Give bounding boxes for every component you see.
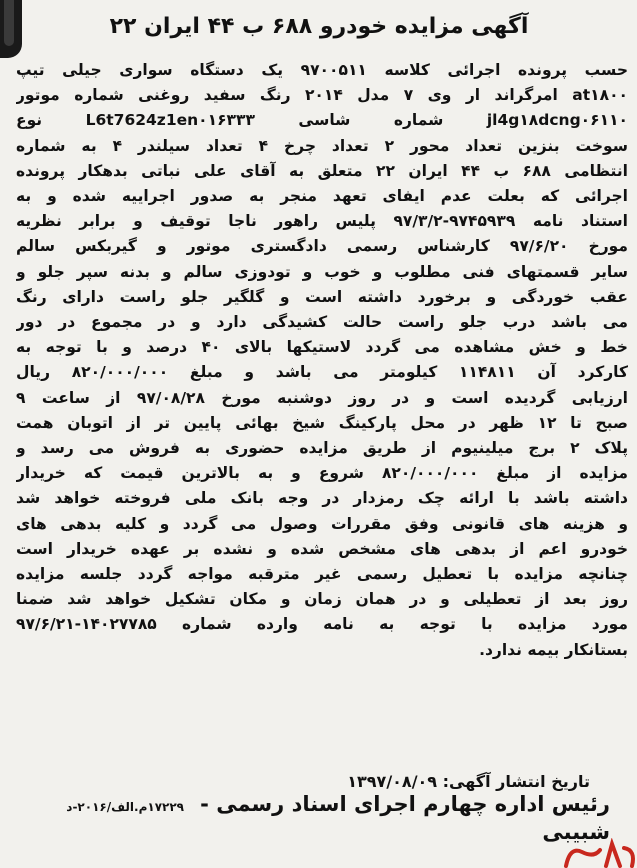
body-line: داشته باشد با ارائه چک رمزدار در وجه بانک ملی فروخته خواهد شد (16, 489, 628, 508)
body-line: بستانکار بیمه ندارد. (479, 640, 628, 659)
body-line: و هزینه های قانونی وفق مقررات وصول می گردد و کلیه بدهی های (16, 514, 628, 533)
body-line: خط و خش مشاهده می گردد لاستیکها بالای ۴۰ درصد و با توجه به (16, 338, 628, 357)
body-line: at۱۸۰۰ امرگراند ار وی ۷ مدل ۲۰۱۴ رنگ سفید روغنی شماره موتور (16, 86, 628, 105)
notice-body (16, 58, 628, 663)
body-line: مزایده از مبلغ ۸۲۰/۰۰۰/۰۰۰ شروع و به بالاترین قیمت که خریدار (16, 464, 628, 483)
body-line: می باشد درب جلو راست حالت کشیدگی دارد و در مجموع در دور (16, 313, 628, 332)
body-line: عقب خوردگی و برخورد داشته است و گلگیر جلو راست دارای رنگ (16, 287, 628, 306)
body-line: سوخت بنزین تعداد محور ۲ تعداد چرخ ۴ تعداد سیلندر ۴ به شماره (16, 136, 628, 155)
body-line: استناد نامه ۹۷۴۵۹۳۹-۹۷/۳/۲ پلیس راهور ناجا توقیف و برابر نظریه (16, 212, 628, 231)
signature-title: رئیس اداره چهارم اجرای اسناد رسمی - (200, 792, 610, 816)
binding-mark (0, 0, 22, 58)
notice-headline: آگهی مزایده خودرو ۶۸۸ ب ۴۴ ایران ۲۲ (109, 14, 529, 39)
body-line: صبح تا ۱۲ ظهر در محل پارکینگ شیخ بهائی پایین تر از اتوبان همت (16, 413, 628, 432)
body-line: حسب پرونده اجرائی کلاسه ۹۷۰۰۵۱۱ یک دستگاه سواری جیلی تیپ (16, 61, 628, 79)
reference-code: ۱۷۲۲۹م.الف/۲۰۱۶-د (66, 800, 184, 814)
body-line: jl4g۱۸dcng۰۶۱۱۰ شماره شاسی L6t7624z1en۰۱۶۳۳۳ نوع (16, 111, 628, 130)
body-line: مورد مزایده با توجه به نامه وارده شماره ۱۴۰۲۷۷۸۵-۹۷/۶/۲۱ (16, 615, 628, 634)
binding-mark-bar (4, 0, 14, 46)
body-line: مورخ ۹۷/۶/۲۰ کارشناس رسمی دادگستری موتور و گیربکس سالم (16, 237, 628, 256)
body-line: سایر قسمتهای فنی مطلوب و خوب و تودوزی سالم و بدنه سپر جلو و (16, 262, 628, 281)
body-line: پلاک ۲ برج میلینیوم از طریق مزایده حضوری به فروش می رسد و (16, 439, 628, 458)
red-stamp-fragment (560, 838, 637, 868)
body-line: ارزیابی گردیده است و در روز دوشنبه مورخ ۹۷/۰۸/۲۸ از ساعت ۹ (16, 388, 628, 407)
body-line: چنانچه مزایده با تعطیل رسمی غیر مترقبه مواجه گردد جلسه مزایده (16, 565, 628, 584)
body-line: اجرائی که بعلت عدم ایفای تعهد منجر به صدور اجراییه شده و به (16, 187, 628, 206)
body-line: انتظامی ۶۸۸ ب ۴۴ ایران ۲۲ متعلق به آقای علی نباتی بدهکار پرونده (16, 161, 628, 180)
publish-date: تاریخ انتشار آگهی: ۱۳۹۷/۰۸/۰۹ (347, 772, 590, 791)
signature-name: شبیبی (542, 820, 610, 844)
body-line: کارکرد آن ۱۱۴۸۱۱ کیلومتر می باشد و مبلغ ۸۲۰/۰۰۰/۰۰۰ ریال (16, 363, 628, 382)
body-line: روز بعد از تعطیلی و در همان زمان و مکان تشکیل خواهد شد ضمنا (16, 590, 628, 609)
body-line: خودرو اعم از بدهی های مشخص شده و نشده بر عهده خریدار است (16, 539, 628, 558)
